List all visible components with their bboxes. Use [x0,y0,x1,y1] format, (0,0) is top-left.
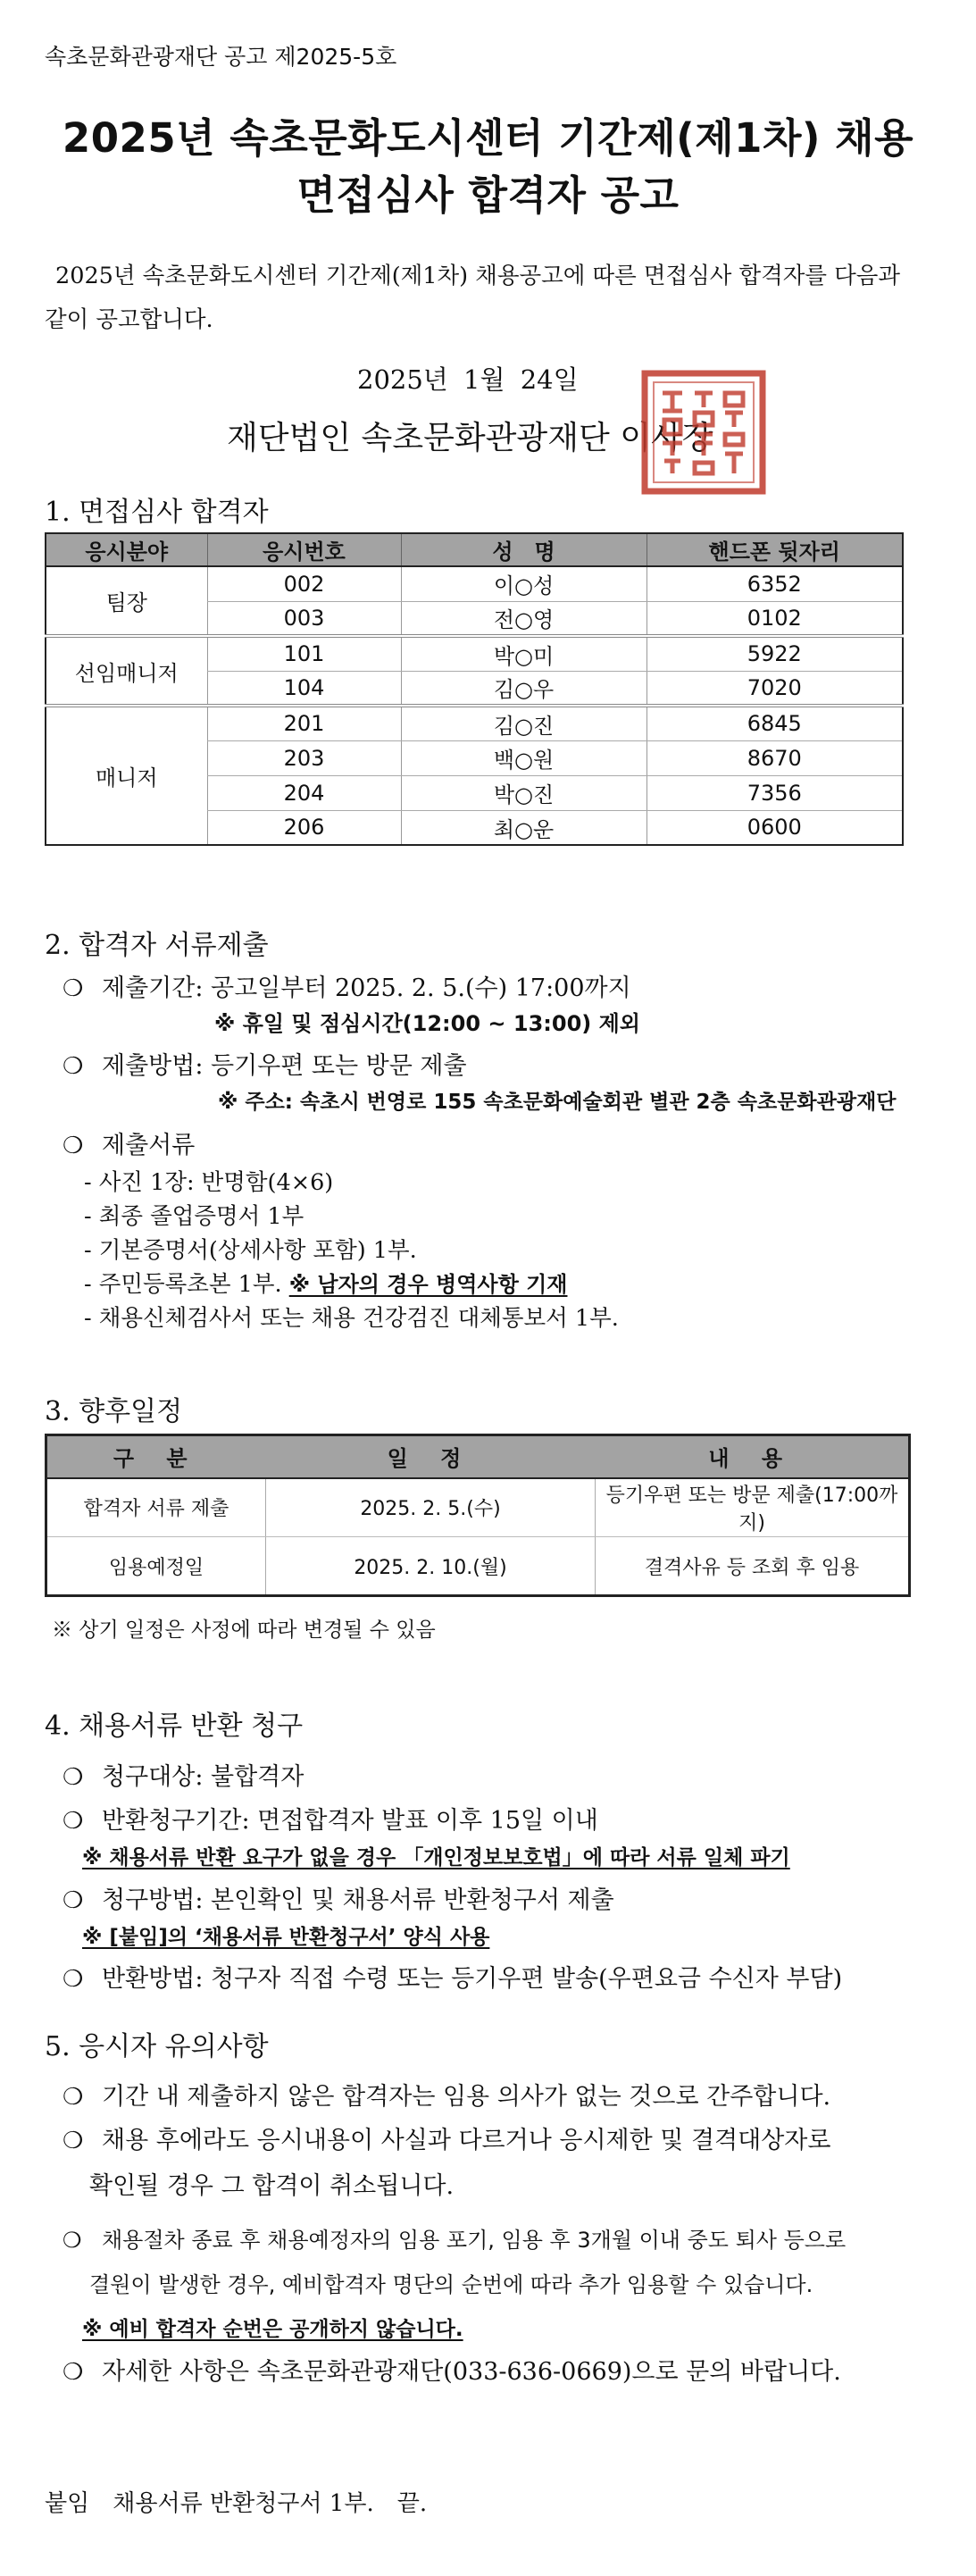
table-row [46,1537,910,1596]
cell: 6845 [646,706,903,740]
cell: 박○진 [401,775,646,810]
submission-method-text: 제출방법: 등기우편 또는 방문 제출 [102,1052,467,1080]
caution-item-2 [63,2120,830,2155]
caution-item-4 [63,2352,841,2387]
table-row [46,636,903,671]
field-cell: 매니저 [95,765,158,790]
table-row [46,1478,910,1537]
cell: 결격사유 등 조회 후 임용 [596,1537,910,1596]
bullet-icon: ❍ [63,975,84,1002]
return-method-text: 반환방법: 청구자 직접 수령 또는 등기우편 발송(우편요금 수신자 부담) [102,1965,843,1993]
cell: 2025. 2. 5.(수) [266,1478,596,1537]
documents-label [63,1125,195,1160]
address-note: ※ 주소: 속초시 번영로 155 속초문화예술회관 별관 2층 속초문화관광재단 [218,1091,897,1114]
military-service-note: ※ 남자의 경우 병역사항 기재 [288,1272,568,1297]
col-category: 구 분 [46,1435,266,1478]
documents-label-text: 제출서류 [102,1132,196,1159]
cell: 김○진 [401,706,646,740]
official-seal-icon [639,368,768,497]
cell: 206 [207,810,401,845]
document-item: - 기본증명서(상세사항 포함) 1부. [84,1237,417,1264]
cell: 임용예정일 [108,1556,204,1579]
cell: 등기우편 또는 방문 제출(17:00까지) [596,1478,910,1537]
cell: 전○영 [401,601,646,636]
document-item: - 채용신체검사서 또는 채용 건강검진 대체통보서 1부. [84,1305,619,1332]
col-content: 내 용 [596,1435,910,1478]
document-item: - 주민등록초본 1부. ※ 남자의 경우 병역사항 기재 [84,1271,568,1298]
col-name: 성 명 [401,533,646,566]
table-header-row [46,1435,910,1478]
bullet-icon: ❍ [63,1133,84,1159]
cell: 7356 [646,775,903,810]
notice-date: 2025년 1월 24일 [357,364,579,395]
bullet-icon: ❍ [63,2228,82,2253]
page-title-line2: 면접심사 합격자 공고 [296,171,680,219]
bullet-icon: ❍ [63,2084,84,2111]
submission-period [63,968,631,1003]
cell: 박○미 [401,636,646,671]
document-item: - 최종 졸업증명서 1부 [84,1203,304,1230]
cell: 002 [207,566,401,601]
reserve-order-note: ※ 예비 합격자 순번은 공개하지 않습니다. [82,2318,463,2341]
cell: 8670 [646,740,903,775]
cell: 최○운 [401,810,646,845]
cell: 003 [207,601,401,636]
caution-item-1-text: 기간 내 제출하지 않은 합격자는 임용 의사가 없는 것으로 간주합니다. [102,2083,831,2111]
col-phone: 핸드폰 뒷자리 [646,533,903,566]
cell: 203 [207,740,401,775]
return-method [63,1959,842,1994]
bullet-icon: ❍ [63,2359,84,2386]
claim-target-text: 청구대상: 불합격자 [102,1763,304,1791]
cell: 김○우 [401,671,646,706]
claim-period [63,1801,598,1836]
cell: 6352 [646,566,903,601]
cell: 0600 [646,810,903,845]
section-1-heading: 1. 면접심사 합격자 [45,497,269,528]
page-title-line1: 2025년 속초문화도시센터 기간제(제1차) 채용 [62,114,914,162]
notice-number: 속초문화관광재단 공고 제2025-5호 [45,44,397,70]
schedule-table [45,1434,911,1597]
claim-period-text: 반환청구기간: 면접합격자 발표 이후 15일 이내 [102,1807,598,1835]
section-3-heading: 3. 향후일정 [45,1396,183,1427]
caution-item-2-line2: 확인될 경우 그 합격이 취소됩니다. [89,2172,455,2200]
bullet-icon: ❍ [63,1764,84,1791]
claim-method-note: ※ [붙임]의 ‘채용서류 반환청구서’ 양식 사용 [82,1926,490,1949]
section-4-heading: 4. 채용서류 반환 청구 [45,1710,304,1742]
submission-period-text: 제출기간: 공고일부터 2025. 2. 5.(수) 17:00까지 [102,974,631,1002]
bullet-icon: ❍ [63,2128,84,2154]
section-2-heading: 2. 합격자 서류제출 [45,930,269,961]
bullet-icon: ❍ [63,1808,84,1835]
table-header-row [46,533,903,566]
submission-method [63,1046,467,1081]
field-cell: 선임매니저 [46,636,207,706]
caution-item-3-line1: 채용절차 종료 후 채용예정자의 임용 포기, 임용 후 3개월 이내 중도 퇴사 등으로 [102,2228,847,2253]
claim-period-note: ※ 채용서류 반환 요구가 없을 경우 「개인정보보호법」에 따라 서류 일체 파기 [82,1846,790,1869]
claim-method [63,1880,614,1915]
intro-paragraph: 2025년 속초문화도시센터 기간제(제1차) 채용공고에 따른 면접심사 합격자를 다음과 같이 공고합니다. [45,263,901,333]
caution-item-1 [63,2077,830,2112]
table-row [46,566,903,601]
bullet-icon: ❍ [63,1887,84,1914]
table-row [46,706,903,740]
cell: 5922 [646,636,903,671]
col-field: 응시분야 [46,533,207,566]
cell: 104 [207,671,401,706]
section-5-heading: 5. 응시자 유의사항 [45,2031,269,2062]
claim-method-text: 청구방법: 본인확인 및 채용서류 반환청구서 제출 [102,1886,614,1914]
document-item: - 사진 1장: 반명함(4×6) [84,1169,334,1196]
cell: 0102 [646,601,903,636]
caution-item-3 [63,2222,846,2254]
schedule-note: ※ 상기 일정은 사정에 따라 변경될 수 있음 [52,1618,436,1642]
cell: 101 [207,636,401,671]
attachment-line: 붙임 채용서류 반환청구서 1부. 끝. [45,2490,428,2517]
bullet-icon: ❍ [63,1966,84,1993]
caution-item-2-line1: 채용 후에라도 응시내용이 사실과 다르거나 응시제한 및 결격대상자로 [102,2127,831,2154]
bullet-icon: ❍ [63,1053,84,1080]
submission-period-note: ※ 휴일 및 점심시간(12:00 ~ 13:00) 제외 [214,1011,640,1036]
cell: 백○원 [401,740,646,775]
cell: 201 [207,706,401,740]
cell: 합격자 서류 제출 [46,1478,266,1537]
claim-target [63,1757,304,1792]
issuer-name: 재단법인 속초문화관광재단 이사장 [227,420,713,456]
cell: 이○성 [401,566,646,601]
caution-item-4-text: 자세한 사항은 속초문화관광재단(033-636-0669)으로 문의 바랍니다. [102,2358,841,2386]
passers-table [45,532,904,846]
cell: 2025. 2. 10.(월) [266,1537,596,1596]
cell: 204 [207,775,401,810]
col-schedule: 일 정 [266,1435,596,1478]
caution-item-3-line2: 결원이 발생한 경우, 예비합격자 명단의 순번에 따라 추가 임용할 수 있습니다. [89,2272,813,2297]
col-number: 응시번호 [207,533,401,566]
field-cell: 팀장 [46,566,207,636]
cell: 7020 [646,671,903,706]
